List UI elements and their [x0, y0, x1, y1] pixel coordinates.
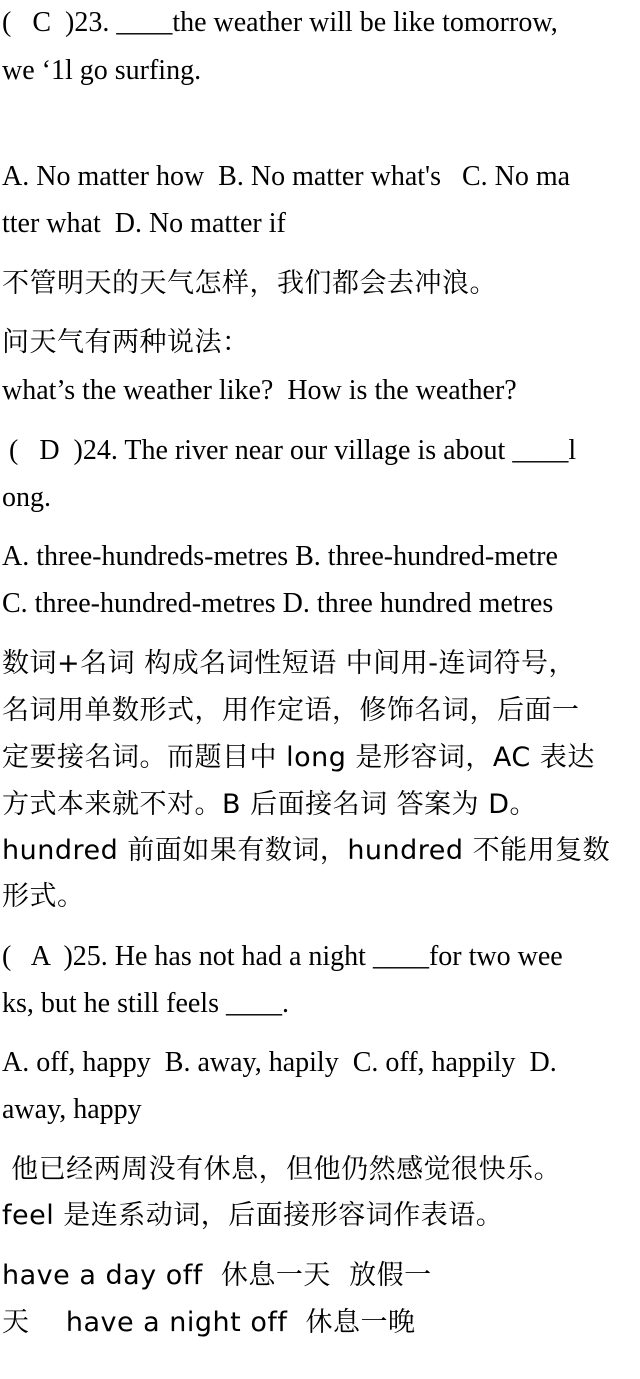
- q24-question-line-2: ong.: [2, 482, 51, 513]
- q24-options-line-2: C. three-hundred-metres D. three hundred metres: [2, 588, 554, 619]
- q23-note-heading: 问天气有两种说法：: [2, 327, 250, 358]
- q25-question-line-2: ks, but he still feels ____.: [2, 988, 289, 1019]
- q23-question-line-2: we ‘1l go surfing.: [2, 55, 202, 86]
- q25-question-line-1: ( A )25. He has not had a night ____for two wee: [2, 941, 563, 972]
- q24-explanation-line-4: 方式本来就不对。B 后面接名词 答案为 D。: [2, 789, 538, 820]
- q25-options-line-1: A. off, happy B. away, hapily C. off, happily D.: [2, 1047, 557, 1078]
- q24-explanation-line-6: 形式。: [2, 881, 85, 912]
- q25-phrase-line-2: 天 have a night off 休息一晚: [2, 1307, 416, 1338]
- q24-explanation-line-5: hundred 前面如果有数词，hundred 不能用复数: [2, 835, 611, 866]
- q23-note-examples: what’s the weather like? How is the weather?: [2, 375, 517, 406]
- q23-question-line-1: ( C )23. ____the weather will be like tomorrow,: [2, 7, 558, 38]
- q25-options-line-2: away, happy: [2, 1094, 142, 1125]
- q25-translation: 他已经两周没有休息，但他仍然感觉很快乐。: [2, 1154, 562, 1185]
- q23-options-line-2: tter what D. No matter if: [2, 208, 286, 239]
- q25-phrase-line-1: have a day off 休息一天 放假一: [2, 1260, 432, 1291]
- q23-translation: 不管明天的天气怎样，我们都会去冲浪。: [2, 268, 497, 299]
- q23-options-line-1: A. No matter how B. No matter what's C. No ma: [2, 161, 571, 192]
- q24-explanation-line-3: 定要接名词。而题目中 long 是形容词，AC 表达: [2, 742, 595, 773]
- q24-options-line-1: A. three-hundreds-metres B. three-hundred-metre: [2, 541, 558, 572]
- q24-explanation-line-2: 名词用单数形式，用作定语，修饰名词，后面一: [2, 695, 580, 726]
- q25-grammar-note: feel 是连系动词，后面接形容词作表语。: [2, 1200, 504, 1231]
- q24-explanation-line-1: 数词+名词 构成名词性短语 中间用-连词符号，: [2, 648, 577, 679]
- q24-question-line-1: ( D )24. The river near our village is about ____l: [2, 435, 577, 466]
